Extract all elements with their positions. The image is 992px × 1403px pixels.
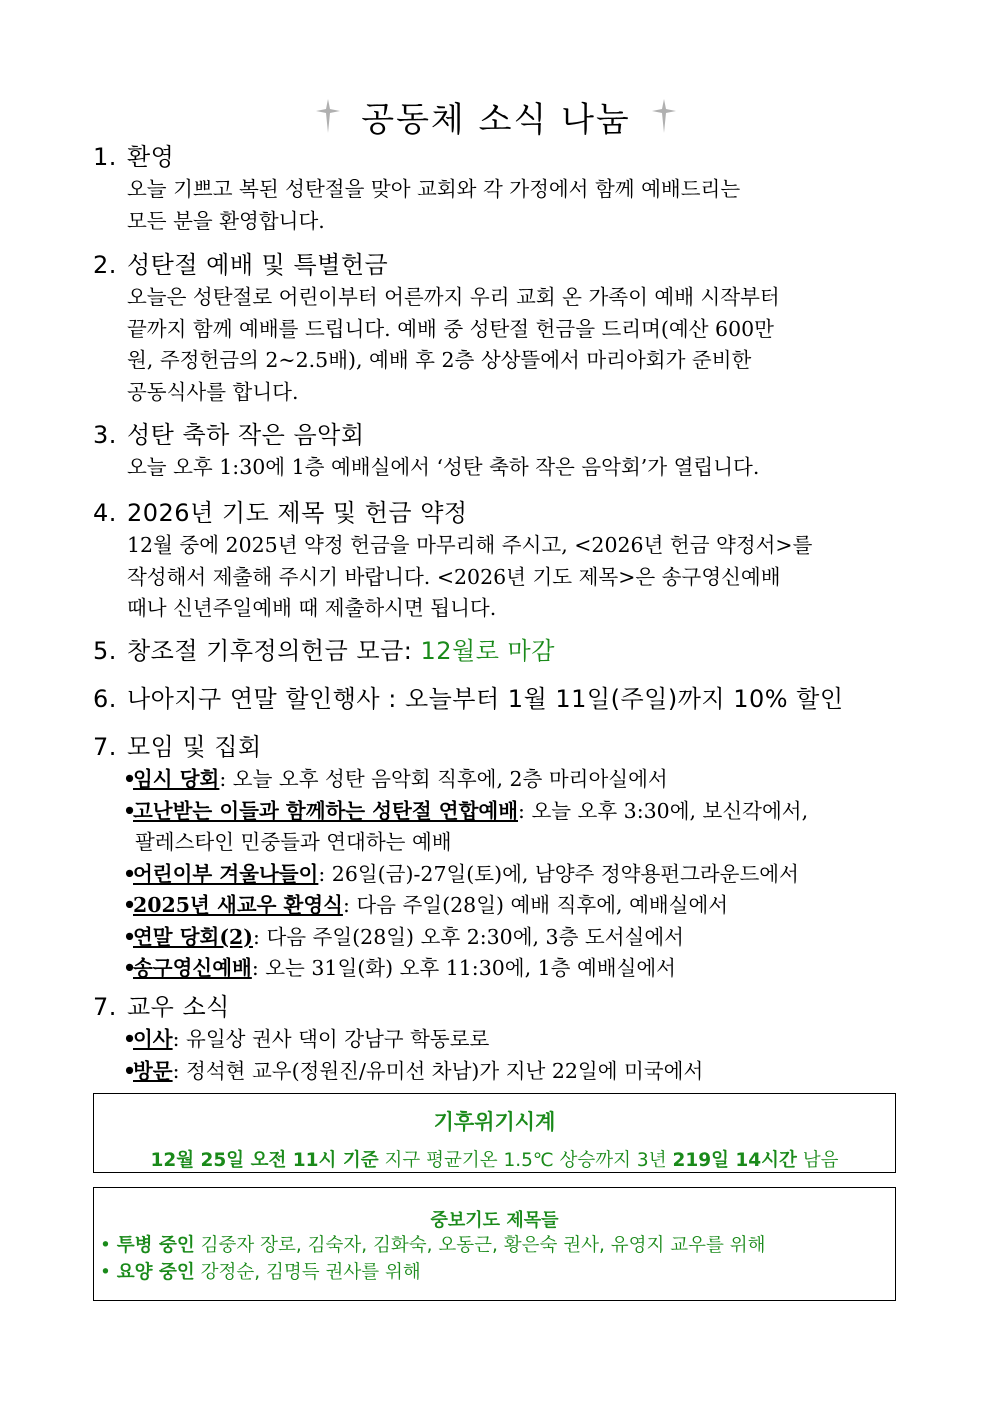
- section-number: 7.: [93, 733, 117, 761]
- list-item: •송구영신예배: 오는 31일(화) 오후 11:30에, 1층 예배실에서: [123, 956, 676, 980]
- section-heading: [93, 990, 901, 1024]
- item-continuation: 팔레스타인 민중들과 연대하는 예배: [135, 830, 452, 854]
- section-title: 나아지구 연말 할인행사 : 오늘부터 1월 11일(주일)까지 10% 할인: [127, 685, 844, 713]
- title-row: [0, 88, 992, 144]
- section-concert: [93, 418, 901, 484]
- climate-clock-line: [94, 1146, 895, 1172]
- body-line: 오늘 기쁘고 복된 성탄절을 맞아 교회와 각 가정에서 함께 예배드리는: [127, 177, 741, 201]
- body-line: 오늘 오후 1:30에 1층 예배실에서 ‘성탄 축하 작은 음악회’가 열립니다.: [127, 455, 760, 479]
- body-line: 12월 중에 2025년 약정 헌금을 마무리해 주시고, <2026년 헌금 약정서>를: [127, 533, 813, 557]
- body-line: 원, 주정헌금의 2~2.5배), 예배 후 2층 상상뜰에서 마리아회가 준비한: [127, 348, 752, 372]
- list-item: •연말 당회(2): 다음 주일(28일) 오후 2:30에, 3층 도서실에서: [123, 924, 684, 949]
- section-heading: [93, 682, 901, 716]
- deadline-note: 12월로 마감: [420, 637, 555, 665]
- item-text: : 유일상 권사 댁이 강남구 학동로로: [172, 1027, 490, 1051]
- prayer-box-title: 중보기도 제목들: [430, 1210, 559, 1231]
- section-number: 3.: [93, 421, 117, 449]
- body-line: 공동식사를 합니다.: [127, 379, 299, 404]
- list-item: •고난받는 이들과 함께하는 성탄절 연합예배: 오늘 오후 3:30에, 보신각에서, 팔레스타인 민중들과 연대하는 예배: [93, 796, 901, 859]
- climate-clock-suffix: 남음: [796, 1150, 839, 1171]
- item-label: 이사: [133, 1027, 173, 1051]
- item-text: : 오늘 오후 성탄 음악회 직후에, 2층 마리아실에서: [219, 767, 668, 791]
- prayer-item: • 투병 중인 김중자 장로, 김숙자, 김화숙, 오동근, 황은숙 권사, 유영지 교우를 위해: [100, 1235, 766, 1256]
- cross-icon: [313, 98, 343, 134]
- climate-clock-timestamp: 12월 25일 오전 11시 기준: [150, 1150, 379, 1171]
- climate-clock-text: 지구 평균기온 1.5℃ 상승까지 3년: [378, 1150, 673, 1171]
- section-number: 2.: [93, 251, 117, 279]
- list-item: •2025년 새교우 환영식: 다음 주일(28일) 예배 직후에, 예배실에서: [123, 893, 729, 917]
- item-text: : 26일(금)-27일(토)에, 남양주 정약용펀그라운드에서: [318, 861, 799, 886]
- section-sale: [93, 682, 901, 716]
- prayer-box: [93, 1187, 896, 1301]
- section-heading: [93, 140, 901, 174]
- section-number: 4.: [93, 499, 117, 527]
- body-line: 모든 분을 환영합니다.: [127, 208, 325, 233]
- list-item: •방문: 정석현 교우(정원진/유미선 차남)가 지난 22일에 미국에서: [123, 1058, 704, 1083]
- section-welcome: [93, 140, 901, 237]
- section-number: 1.: [93, 143, 117, 171]
- body-line: 때나 신년주일예배 때 제출하시면 됩니다.: [127, 596, 497, 620]
- item-label: 임시 당회: [133, 767, 220, 791]
- body-line: 오늘은 성탄절로 어린이부터 어른까지 우리 교회 온 가족이 예배 시작부터: [127, 285, 780, 309]
- section-title: 모임 및 집회: [127, 733, 262, 761]
- section-title: 2026년 기도 제목 및 헌금 약정: [127, 499, 468, 527]
- section-christmas-worship: [93, 248, 901, 408]
- section-climate-offering: [93, 634, 901, 668]
- body-line: 끝까지 함께 예배를 드립니다. 예배 중 성탄절 헌금을 드리며(예산 600만: [127, 316, 774, 341]
- list-item: •이사: 유일상 권사 댁이 강남구 학동로로: [123, 1027, 490, 1051]
- climate-clock-title: 기후위기시계: [433, 1110, 556, 1134]
- section-member-news: [93, 990, 901, 1087]
- item-label: 2025년 새교우 환영식: [133, 893, 343, 917]
- section-title: 성탄절 예배 및 특별헌금: [127, 251, 389, 279]
- section-number: 5.: [93, 637, 117, 665]
- climate-clock-remaining: 219일 14시간: [672, 1150, 797, 1171]
- item-label: 고난받는 이들과 함께하는 성탄절 연합예배: [133, 798, 519, 823]
- item-text: : 오는 31일(화) 오후 11:30에, 1층 예배실에서: [251, 956, 676, 980]
- item-text: : 다음 주일(28일) 예배 직후에, 예배실에서: [342, 893, 729, 917]
- section-body: [93, 174, 901, 237]
- section-body: [93, 452, 901, 484]
- section-number: 7.: [93, 993, 117, 1021]
- cross-icon: [649, 98, 679, 134]
- prayer-item: • 요양 중인 강정순, 김명득 권사를 위해: [100, 1262, 421, 1283]
- section-title: 성탄 축하 작은 음악회: [127, 421, 365, 449]
- section-heading: [93, 634, 901, 668]
- section-number: 6.: [93, 685, 117, 713]
- section-heading: [93, 496, 901, 530]
- list-item: •임시 당회: 오늘 오후 성탄 음악회 직후에, 2층 마리아실에서: [123, 767, 668, 791]
- item-label: 어린이부 겨울나들이: [133, 861, 319, 886]
- prayer-item-label: 요양 중인: [116, 1262, 195, 1283]
- item-label: 송구영신예배: [133, 956, 252, 980]
- prayer-item-text: 강정순, 김명득 권사를 위해: [194, 1262, 421, 1283]
- section-title: 환영: [127, 143, 175, 171]
- body-line: 작성해서 제출해 주시기 바랍니다. <2026년 기도 제목>은 송구영신예배: [127, 564, 781, 589]
- section-prayer-pledge: [93, 496, 901, 625]
- section-meetings: [93, 730, 901, 985]
- section-heading: [93, 730, 901, 764]
- climate-clock-box: [93, 1093, 896, 1173]
- section-title: 창조절 기후정의헌금 모금:: [127, 637, 413, 665]
- item-label: 방문: [133, 1058, 173, 1083]
- list-item: •어린이부 겨울나들이: 26일(금)-27일(토)에, 남양주 정약용펀그라운드에서: [123, 861, 799, 886]
- prayer-item-text: 김중자 장로, 김숙자, 김화숙, 오동근, 황은숙 권사, 유영지 교우를 위해: [194, 1235, 766, 1256]
- item-text: : 정석현 교우(정원진/유미선 차남)가 지난 22일에 미국에서: [172, 1058, 704, 1083]
- item-label: 연말 당회(2): [133, 924, 254, 949]
- prayer-item-label: 투병 중인: [116, 1235, 195, 1256]
- section-heading: [93, 248, 901, 282]
- page-title: 공동체 소식 나눔: [361, 99, 631, 140]
- section-body: [93, 282, 901, 408]
- section-title: 교우 소식: [127, 993, 230, 1021]
- section-heading: [93, 418, 901, 452]
- item-text: : 다음 주일(28일) 오후 2:30에, 3층 도서실에서: [253, 924, 684, 949]
- section-body: [93, 530, 901, 625]
- item-text: : 오늘 오후 3:30에, 보신각에서,: [518, 798, 809, 823]
